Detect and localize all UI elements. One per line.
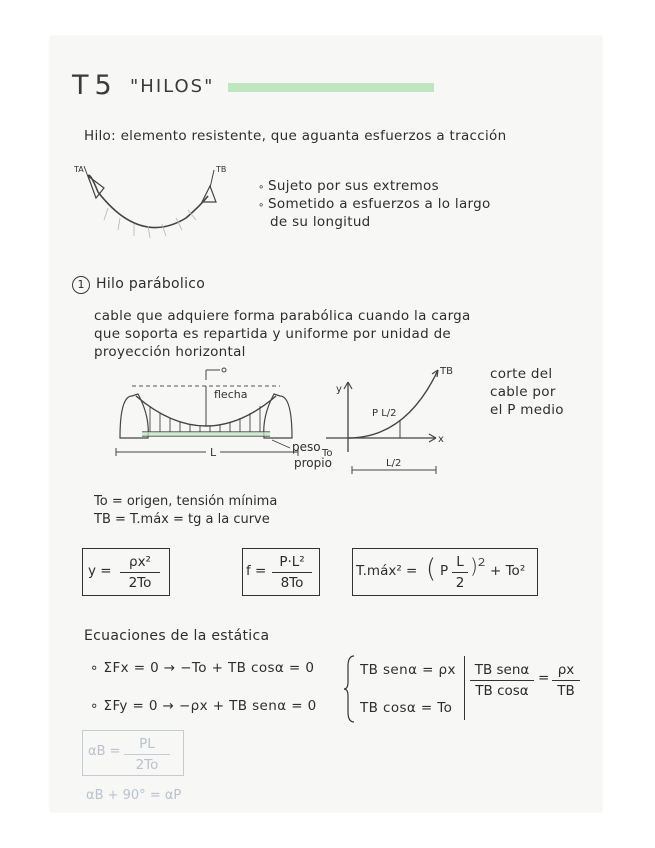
equation-sum-fy: ∘ ΣFy = 0 → −ρx + TB senα = 0 — [90, 698, 317, 714]
cable-label-ta: TA — [74, 165, 84, 174]
plot-pl2-label: P L/2 — [372, 408, 397, 419]
span-length-label: L — [210, 446, 217, 459]
propio-label: propio — [294, 456, 332, 470]
formula-tmax-right: + To² — [490, 563, 526, 579]
plot-to-label: To — [322, 448, 333, 459]
system-divider — [464, 656, 465, 720]
system-eq-sen: TB senα = ρx — [360, 662, 456, 678]
bullet-1: ∘ Sujeto por sus extremos — [258, 178, 439, 194]
note-tb: TB = T.máx = tg a la curve — [94, 512, 270, 527]
formula-tmax-paren-open: ( — [426, 554, 437, 584]
bullet-2: ∘ Sometido a esfuerzos a lo largo — [258, 196, 491, 212]
suspension-bridge-diagram — [110, 356, 310, 466]
formula-tmax-left: T.máx² = — [356, 563, 418, 579]
title-prefix: T5 — [72, 70, 118, 101]
faint-alpha-sum: αB + 90° = αP — [86, 788, 182, 803]
system-brace — [342, 654, 356, 724]
corte-note-2: cable por — [490, 384, 556, 400]
plot-y-label: y — [336, 384, 342, 395]
corte-note-1: corte del — [490, 366, 553, 382]
faint-alpha-fraction: PL 2To — [124, 736, 170, 773]
ratio-fraction-right: ρx TB — [552, 662, 580, 699]
title-highlight — [228, 83, 434, 92]
definition-text: elemento resistente, que aguanta esfuerzos a tracción — [120, 128, 507, 144]
title-word: "HILOS" — [130, 76, 215, 97]
note-to: To = origen, tensión mínima — [94, 494, 278, 509]
flecha-label: flecha — [214, 388, 248, 401]
formula-y-fraction: ρx² 2To — [120, 554, 160, 591]
cable-sketch — [60, 158, 230, 248]
ratio-equals: = — [538, 670, 550, 686]
equation-sum-fx: ∘ ΣFx = 0 → −To + TB cosα = 0 — [90, 660, 315, 676]
plot-x-label: x — [438, 434, 444, 445]
peso-label: peso — [292, 440, 321, 454]
cable-label-tb: TB — [216, 165, 227, 174]
section-title: Hilo parábolico — [96, 276, 206, 292]
section-number: 1 — [72, 276, 90, 294]
corte-note-3: el P medio — [490, 402, 564, 418]
plot-l2-label: L/2 — [386, 458, 402, 469]
system-eq-cos: TB cosα = To — [360, 700, 453, 716]
formula-f-left: f = — [246, 563, 267, 579]
formula-tmax-p: P — [440, 563, 449, 579]
notebook-page — [50, 36, 602, 812]
formula-tmax-fraction: L 2 — [452, 554, 468, 591]
plot-tb-label: TB — [440, 366, 453, 377]
definition-line — [84, 128, 506, 144]
desc-line-2: que soporta es repartida y uniforme por unidad de — [94, 326, 452, 342]
faint-alpha-left: αB = — [88, 744, 121, 759]
formula-f-fraction: P·L² 8To — [272, 554, 312, 591]
parabola-plot — [316, 362, 456, 482]
bullet-2-cont: de su longitud — [270, 214, 371, 230]
desc-line-1: cable que adquiere forma parabólica cuando la carga — [94, 308, 471, 324]
statics-heading: Ecuaciones de la estática — [84, 628, 270, 644]
desc-line-3: proyección horizontal — [94, 344, 246, 360]
definition-label: Hilo: — [84, 128, 116, 144]
ratio-fraction-left: TB senα TB cosα — [470, 662, 534, 699]
formula-y-left: y = — [88, 563, 112, 579]
formula-tmax-paren-close: )² — [470, 554, 486, 578]
